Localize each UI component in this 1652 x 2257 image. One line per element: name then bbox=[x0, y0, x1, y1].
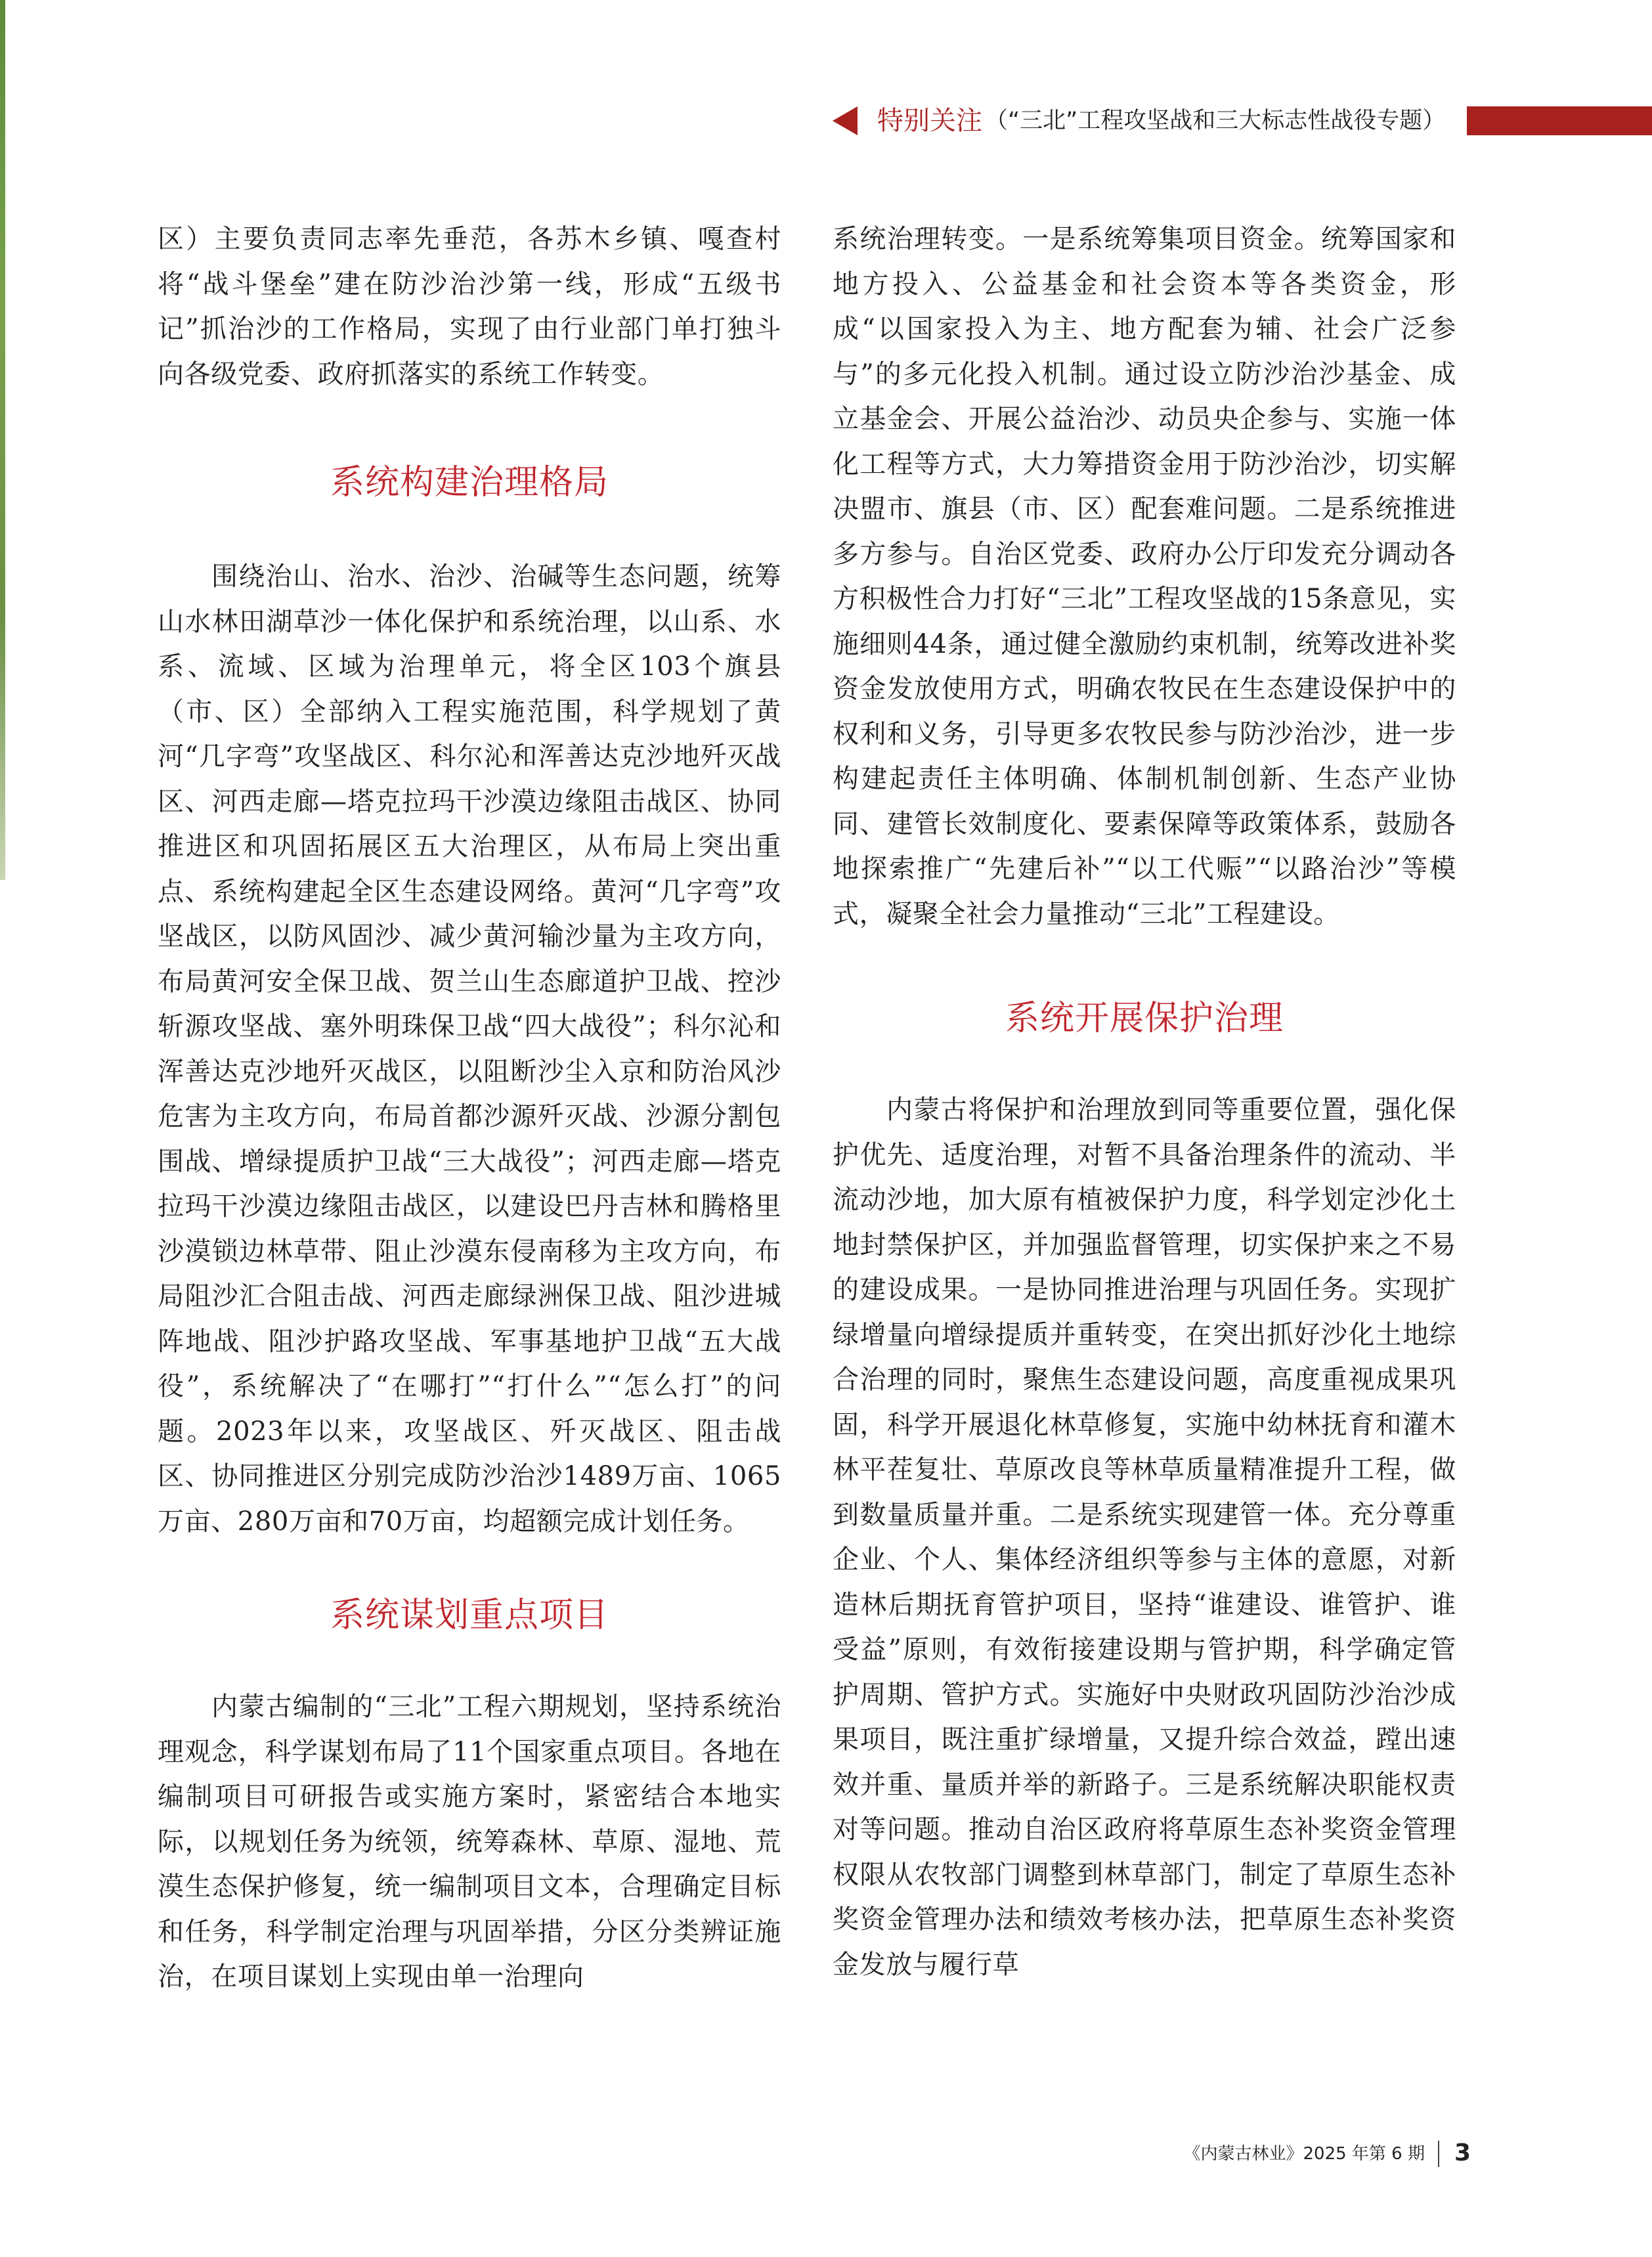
section-heading-governance: 系统构建治理格局 bbox=[330, 463, 609, 502]
page-footer bbox=[1077, 2138, 1471, 2171]
page-edge-photo-strip bbox=[0, 0, 5, 880]
right-column bbox=[833, 217, 1456, 1987]
right-paragraph-1: 系统治理转变。一是系统筹集项目资金。统筹国家和地方投入、公益基金和社会资本等各类资金，形成“以国家投入为主、地方配套为辅、社会广泛参与”的多元化投入机制。通过设立防沙治沙基金、成立基金会、开展公益治沙、动员央企参与、实施一体化工程等方式，大力筹措资金用于防沙治沙，切实解决盟市、旗县（市、区）配套难问题。二是系统推进多方参与。自治区党委、政府办公厅印发充分调动各方积极性合力打好“三北”工程攻坚战的15条意见，实施细则44条，通过健全激励约束机制，统筹改进补奖资金发放使用方式，明确农牧民在生态建设保护中的权利和义务，引导更多农牧民参与防沙治沙，进一步构建起责任主体明确、体制机制创新、生态产业协同、建管长效制度化、要素保障等政策体系，鼓励各地探索推广“先建后补”“以工代赈”“以路治沙”等模式，凝聚全社会力量推动“三北”工程建设。 bbox=[833, 224, 1456, 929]
section-heading-protection: 系统开展保护治理 bbox=[1005, 999, 1284, 1038]
left-paragraph-2: 围绕治山、治水、治沙、治碱等生态问题，统筹山水林田湖草沙一体化保护和系统治理，以山系、水系、流域、区域为治理单元，将全区103个旗县（市、区）全部纳入工程实施范围，科学规划了黄河“几字弯”攻坚战区、科尔沁和浑善达克沙地歼灭战区、河西走廊—塔克拉玛干沙漠边缘阻击战区、协同推进区和巩固拓展区五大治理区，从布局上突出重点、系统构建起全区生态建设网络。黄河“几字弯”攻坚战区，以防风固沙、减少黄河输沙量为主攻方向，布局黄河安全保卫战、贺兰山生态廊道护卫战、控沙斩源攻坚战、塞外明珠保卫战“四大战役”；科尔沁和浑善达克沙地歼灭战区，以阻断沙尘入京和防治风沙危害为主攻方向，布局首都沙源歼灭战、沙源分割包围战、增绿提质护卫战“三大战役”；河西走廊—塔克拉玛干沙漠边缘阻击战区，以建设巴丹吉林和腾格里沙漠锁边林草带、阻止沙漠东侵南移为主攻方向，布局阻沙汇合阻击战、河西走廊绿洲保卫战、阻沙进城阵地战、阻沙护路攻坚战、军事基地护卫战“五大战役”，系统解决了“在哪打”“打什么”“怎么打”的问题。2023年以来，攻坚战区、歼灭战区、阻击战区、协同推进区分别完成防沙治沙1489万亩、1065万亩、280万亩和70万亩，均超额完成计划任务。 bbox=[158, 561, 781, 1537]
journal-issue: 《内蒙古林业》2025 年第 6 期 bbox=[1183, 2144, 1425, 2164]
left-paragraph-1: 区）主要负责同志率先垂范，各苏木乡镇、嘎查村将“战斗堡垒”建在防沙治沙第一线，形成“五级书记”抓治沙的工作格局，实现了由行业部门单打独斗向各级党委、政府抓落实的系统工作转变。 bbox=[158, 224, 781, 389]
section-label: 特别关注 bbox=[877, 106, 982, 136]
left-paragraph-3: 内蒙古编制的“三北”工程六期规划，坚持系统治理观念，科学谋划布局了11个国家重点项目。各地在编制项目可研报告或实施方案时，紧密结合本地实际，以规划任务为统领，统筹森林、草原、湿地、荒漠生态保护修复，统一编制项目文本，合理确定目标和任务，科学制定治理与巩固举措，分区分类辨证施治，在项目谋划上实现由单一治理向 bbox=[158, 1692, 781, 1992]
page-number: 3 bbox=[1454, 2139, 1471, 2166]
header-accent-bar bbox=[1467, 106, 1652, 135]
section-header bbox=[833, 97, 1652, 144]
right-paragraph-2: 内蒙古将保护和治理放到同等重要位置，强化保护优先、适度治理，对暂不具备治理条件的流动、半流动沙地，加大原有植被保护力度，科学划定沙化土地封禁保护区，并加强监督管理，切实保护来之不易的建设成果。一是协同推进治理与巩固任务。实现扩绿增量向增绿提质并重转变，在突出抓好沙化土地综合治理的同时，聚焦生态建设问题，高度重视成果巩固，科学开展退化林草修复，实施中幼林抚育和灌木林平茬复壮、草原改良等林草质量精准提升工程，做到数量质量并重。二是系统实现建管一体。充分尊重企业、个人、集体经济组织等参与主体的意愿，对新造林后期抚育管护项目，坚持“谁建设、谁管护、谁受益”原则，有效衔接建设期与管护期，科学确定管护周期、管护方式。实施好中央财政巩固防沙治沙成果项目，既注重扩绿增量，又提升综合效益，蹚出速效并重、量质并举的新路子。三是系统解决职能权责对等问题。推动自治区政府将草原生态补奖资金管理权限从农牧部门调整到林草部门，制定了草原生态补奖资金管理办法和绩效考核办法，把草原生态补奖资金发放与履行草 bbox=[833, 1095, 1456, 1980]
arrow-left-icon bbox=[833, 106, 858, 135]
section-heading-projects: 系统谋划重点项目 bbox=[330, 1596, 609, 1635]
left-column bbox=[158, 217, 781, 2000]
section-subtitle: （“三北”工程攻坚战和三大标志性战役专题） bbox=[985, 108, 1446, 134]
footer-divider bbox=[1438, 2141, 1439, 2167]
